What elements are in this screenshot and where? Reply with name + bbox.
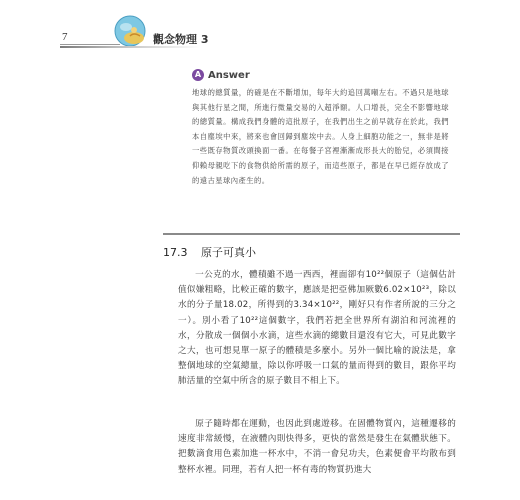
header-rule xyxy=(60,46,200,48)
answer-text: 地球的總質量，的確是在不斷增加，每年大約追回萬噸左右。不過只是地球與其他行星之間，所進行微量交易的入超淨額。人口增長，完全不影響地球的總質量。構成我們身體的這批原子，在我們出生之前早就存在於此，我們本自塵埃中來，將來也會回歸到塵埃中去。人身上細胞功能之一，無非是將一些既存物質改頭換面一番。在每餐子宮裡漸漸成形長大的胎兒，必須間接仰賴母親吃下的食物供給所需的原子，而這些原子，都是在早已經存放成了的遠古星球內產生的。 xyxy=(192,88,449,185)
body-paragraph-2 xyxy=(178,417,456,478)
section-heading xyxy=(163,244,256,260)
answer-header xyxy=(192,68,250,82)
answer-badge-icon: A xyxy=(192,69,204,81)
book-title: 觀念物理 3 xyxy=(153,33,209,46)
answer-label: Answer xyxy=(208,69,250,81)
body-paragraph-1 xyxy=(178,268,456,390)
section-divider xyxy=(163,233,460,235)
paragraph-text: 一公克的水，體積雖不過一西西，裡面卻有10²²個原子（這個估計值似嫌粗略，比較正確的數字，應該是把亞佛加厥數6.02×10²³，除以水的分子量18.02，所得到的3.34×10²²，剛好只有作者所說的三分之一）。別小看了10²²這個數字，我們若把全世界所有湖泊和河流裡的水，分散成一個個小水滴，這些水滴的總數目還沒有它大，可見此數字之大，也可想見單一原子的體積是多麼小。另外一個比喻的說法是，拿整個地球的空氣總量，除以你呼吸一口氣的量而得到的數目，跟你平均肺活量的空氣中所含的原子數目不相上下。 xyxy=(178,270,456,387)
globe-figure-icon xyxy=(110,14,150,48)
page-number: 7 xyxy=(62,31,68,43)
page-header xyxy=(0,0,520,70)
answer-box xyxy=(192,68,449,196)
header-rule-top xyxy=(60,44,120,45)
paragraph-text: 原子隨時都在運動，也因此到處遊移。在固體物質內，這種遷移的速度非常緩慢，在液體內則快得多，更快的當然是發生在氣體狀態下。把數滴食用色素加進一杯水中，不消一會兒功夫，色素便會平均散布到整杯水裡。同理，若有人把一杯有毒的物質扔進大 xyxy=(178,419,456,475)
section-number: 17.3 xyxy=(163,246,188,259)
section-title: 原子可真小 xyxy=(201,246,256,259)
